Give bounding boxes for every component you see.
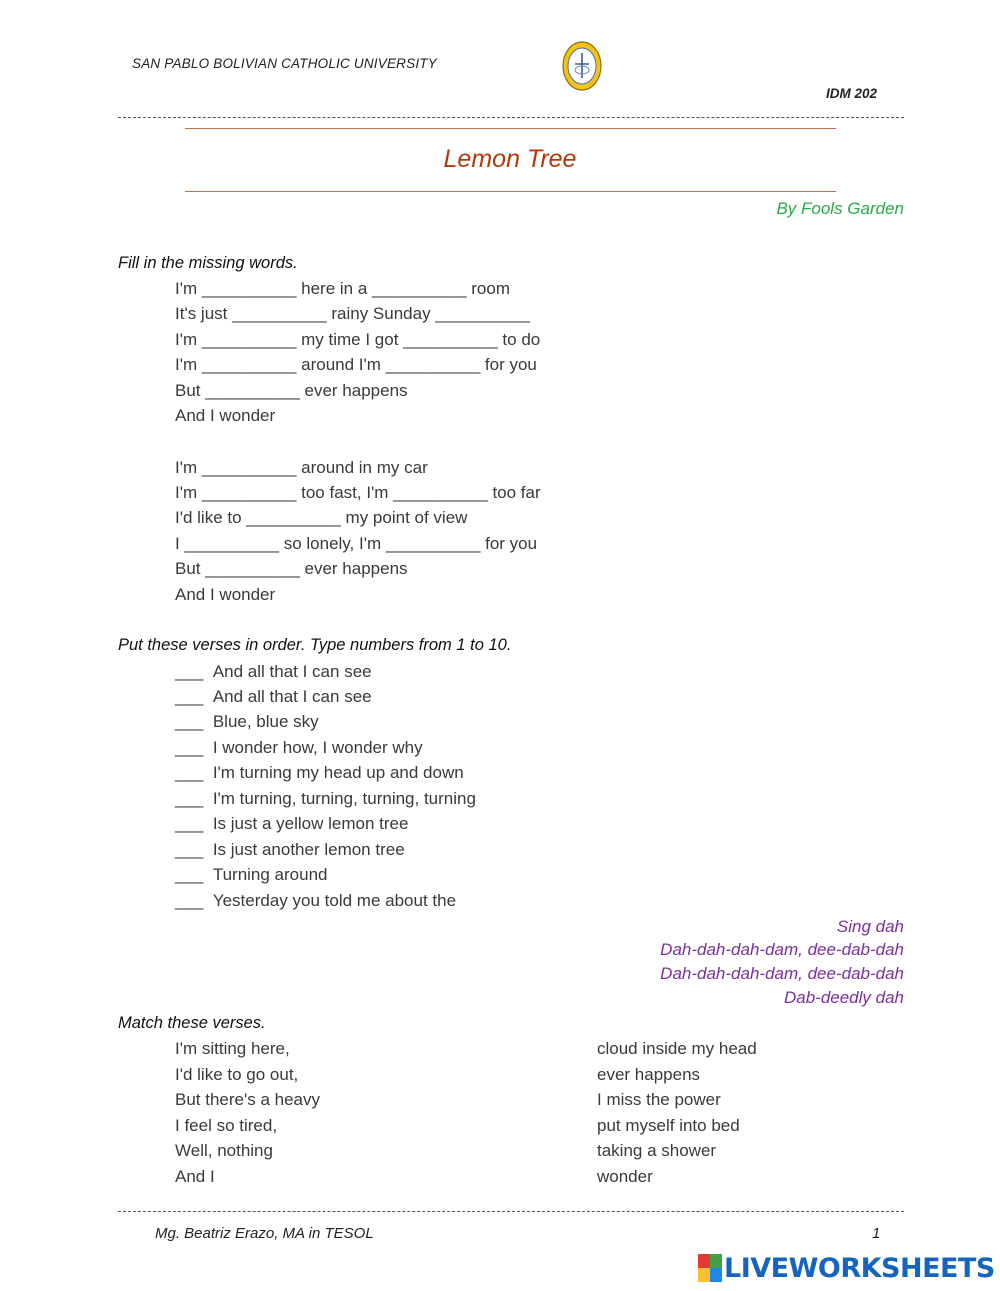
section-heading-fill-in: Fill in the missing words.	[118, 254, 298, 272]
order-blank[interactable]: ___	[175, 789, 204, 808]
title-rule-bottom	[185, 191, 836, 192]
order-blank[interactable]: ___	[175, 738, 204, 757]
match-right-item[interactable]: taking a shower	[597, 1141, 717, 1160]
lyric-line: And I wonder	[175, 406, 276, 425]
order-blank[interactable]: ___	[175, 662, 204, 681]
footer-divider	[118, 1211, 904, 1212]
university-seal-icon	[562, 40, 602, 92]
match-left-item[interactable]: Well, nothing	[175, 1141, 273, 1160]
lyric-line: I'm __________ here in a __________ room	[175, 279, 511, 298]
order-item	[175, 712, 319, 732]
order-item	[175, 763, 464, 783]
order-item	[175, 814, 408, 834]
match-right-item[interactable]: wonder	[597, 1167, 653, 1186]
liveworksheets-icon	[698, 1254, 722, 1282]
page-title: Lemon Tree	[443, 145, 577, 173]
lyric-line: It's just __________ rainy Sunday __________	[175, 304, 530, 323]
match-right-item[interactable]: I miss the power	[597, 1090, 721, 1109]
order-verse: Yesterday you told me about the	[212, 891, 457, 910]
match-left-item[interactable]: I'd like to go out,	[175, 1065, 299, 1084]
section-heading-match: Match these verses.	[118, 1014, 266, 1032]
lyric-line: But __________ ever happens	[175, 559, 408, 578]
university-name: SAN PABLO BOLIVIAN CATHOLIC UNIVERSITY	[132, 56, 437, 71]
order-item	[175, 687, 372, 707]
order-item	[175, 738, 423, 758]
match-right-item[interactable]: put myself into bed	[597, 1116, 740, 1135]
match-left-item[interactable]: I feel so tired,	[175, 1116, 278, 1135]
order-item	[175, 891, 456, 911]
order-blank[interactable]: ___	[175, 814, 204, 833]
order-blank[interactable]: ___	[175, 865, 204, 884]
order-verse: I wonder how, I wonder why	[212, 738, 423, 757]
order-blank[interactable]: ___	[175, 712, 204, 731]
lyric-line: I'm __________ too fast, I'm __________ too far	[175, 483, 541, 502]
order-verse: Is just a yellow lemon tree	[212, 814, 409, 833]
order-verse: And all that I can see	[212, 687, 372, 706]
order-blank[interactable]: ___	[175, 840, 204, 859]
header-divider	[118, 117, 904, 118]
order-blank[interactable]: ___	[175, 763, 204, 782]
lyric-line: I'm __________ around in my car	[175, 458, 428, 477]
liveworksheets-wordmark: LIVEWORKSHEETS	[724, 1252, 995, 1284]
title-rule-top	[185, 128, 836, 129]
order-blank[interactable]: ___	[175, 891, 204, 910]
match-left-item[interactable]: And I	[175, 1167, 215, 1186]
match-right-item[interactable]: ever happens	[597, 1065, 701, 1084]
chorus-line: Dah-dah-dah-dam, dee-dab-dah	[660, 940, 904, 959]
order-verse: Blue, blue sky	[212, 712, 319, 731]
order-item	[175, 789, 476, 809]
liveworksheets-logo[interactable]	[698, 1253, 995, 1283]
order-verse: Turning around	[212, 865, 328, 884]
order-item	[175, 840, 405, 860]
chorus-line: Sing dah	[836, 917, 904, 936]
lyric-line: But __________ ever happens	[175, 381, 408, 400]
course-code: IDM 202	[826, 86, 878, 101]
lyric-line: I __________ so lonely, I'm __________ for you	[175, 534, 538, 553]
match-right-item[interactable]: cloud inside my head	[597, 1039, 757, 1058]
lyric-line: I'm __________ my time I got __________ to do	[175, 330, 541, 349]
match-left-item[interactable]: But there's a heavy	[175, 1090, 320, 1109]
page-number: 1	[872, 1225, 881, 1242]
order-verse: I'm turning, turning, turning, turning	[212, 789, 476, 808]
order-item	[175, 865, 328, 885]
lyric-line: I'd like to __________ my point of view	[175, 508, 468, 527]
song-byline: By Fools Garden	[776, 199, 904, 218]
chorus-line: Dah-dah-dah-dam, dee-dab-dah	[660, 964, 904, 983]
section-heading-order: Put these verses in order. Type numbers from 1 to 10.	[118, 636, 512, 654]
order-verse: Is just another lemon tree	[212, 840, 405, 859]
chorus-line: Dab-deedly dah	[783, 988, 904, 1007]
order-item	[175, 662, 372, 682]
order-verse: I'm turning my head up and down	[212, 763, 464, 782]
order-verse: And all that I can see	[212, 662, 372, 681]
lyric-line: And I wonder	[175, 585, 276, 604]
lyric-line: I'm __________ around I'm __________ for you	[175, 355, 537, 374]
match-left-item[interactable]: I'm sitting here,	[175, 1039, 290, 1058]
order-blank[interactable]: ___	[175, 687, 204, 706]
footer-author: Mg. Beatriz Erazo, MA in TESOL	[155, 1225, 374, 1242]
